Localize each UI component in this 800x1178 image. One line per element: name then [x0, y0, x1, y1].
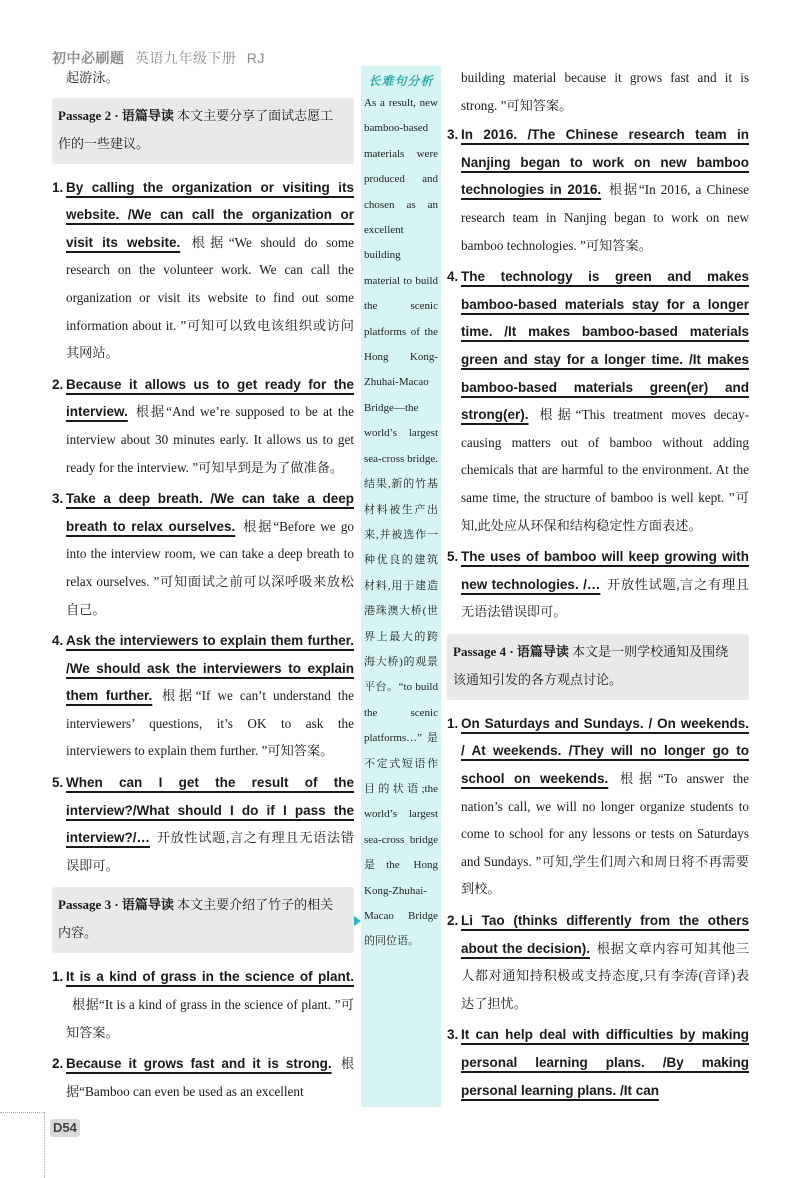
long-sentence-analysis-panel — [361, 66, 441, 1107]
footer-divider — [0, 1112, 44, 1113]
passage-4-label: Passage 4 · 语篇导读 — [453, 643, 569, 659]
answer-text: The technology is green and makes bamboo-based materials stay for a longer time. /It makes bamboo-based materials green and stay for a longer time. /It makes bamboo-based materials green(er) and strong(er). — [461, 269, 749, 423]
answer-explanation: 开放性试题,言之有理且无语法错误即可。 — [66, 830, 354, 873]
passage-2-label: Passage 2 · 语篇导读 — [58, 107, 174, 123]
answer-number: 2. — [447, 913, 459, 929]
answer-text: The uses of bamboo will keep growing with new technologies. /… — [461, 549, 749, 592]
answer-explanation: 开放性试题,言之有理且无语法错误即可。 — [461, 576, 749, 620]
passage-3-answers-left — [52, 963, 354, 1105]
pointer-arrow-icon — [354, 916, 361, 926]
answer-explanation: 根据“To answer the nation’s call, we will no longer organize students to come to school for any lessons or tests on Saturdays and Sundays. ”可知,学生们周六和周日将不再需要到校。 — [461, 771, 749, 897]
answer-item — [52, 485, 354, 623]
answer-explanation: 根据“If we can’t understand the interviewers’ questions, it’s OK to ask the interviewers to explain them further. ”可知答案。 — [66, 688, 355, 759]
answer-explanation: 根据“Bamboo can even be used as an excellent — [66, 1056, 354, 1099]
answer-text: Because it allows us to get ready for the interview. — [66, 376, 354, 420]
analysis-body: As a result, new bamboo-based materials were produced and chosen as an excellent building material to build the scenic platforms of the Hong Kong-Zhuhai-Macao Bridge—the world’s largest sea-cross bridge. 结果,新的竹基材料被生产出来,并被选作一种优良的建筑材料,用于建造港珠澳大桥(世界上最大的跨海大桥)的观景平台。“to build the scenic platforms…”是不定式短语作目的状语;the world’s largest sea-cross bridge 是the Hong Kong-Zhuhai-Macao Bridge 的同位语。 — [364, 97, 438, 948]
answer-text: When can I get the result of the interview?/What should I do if I pass the interview?/… — [66, 775, 354, 846]
passage-3-label: Passage 3 · 语篇导读 — [58, 897, 174, 913]
passage-3-guide — [52, 887, 354, 953]
answer-item — [52, 174, 354, 367]
answer-item — [52, 371, 354, 481]
right-lead-text: building material because it grows fast and it is strong. ”可知答案。 — [461, 70, 749, 113]
answer-item — [52, 1050, 354, 1105]
answer-text: Because it grows fast and it is strong. — [66, 1056, 332, 1072]
edition-label: RJ — [246, 50, 265, 66]
left-column — [52, 64, 354, 1105]
answer-text: In 2016. /The Chinese research team in Nanjing began to work on new bamboo technologies in 2016. — [461, 127, 749, 198]
passage-4-guide — [447, 634, 749, 700]
passage-2-answers — [52, 174, 354, 880]
answer-item — [52, 963, 354, 1046]
passage-2-guide — [52, 98, 354, 164]
answer-number: 3. — [52, 491, 64, 507]
subject-title: 英语九年级下册 — [134, 50, 237, 66]
answer-number: 3. — [447, 1027, 459, 1043]
answer-number: 5. — [447, 549, 459, 565]
footer-vertical-divider — [44, 1112, 45, 1178]
answer-item — [52, 769, 354, 879]
answer-explanation: 根据“We should do some research on the volunteer work. We can call the organization or visit its website to find out some information about it. ”可知可以致电该组织或访问其网站。 — [66, 234, 354, 361]
answer-item — [447, 710, 749, 903]
answer-text: It is a kind of grass in the science of plant. — [66, 969, 354, 985]
answer-explanation: 根据“In 2016, a Chinese research team in Nanjing began to work on new bamboo technologies. ”可知答案。 — [461, 182, 749, 253]
answer-number: 5. — [52, 775, 64, 791]
answer-number: 2. — [52, 1056, 64, 1072]
answer-text: Ask the interviewers to explain them further. /We should ask the interviewers to explain them further. — [66, 633, 354, 704]
answer-number: 3. — [447, 127, 459, 143]
page-number: D54 — [50, 1119, 80, 1137]
answer-item — [447, 543, 749, 626]
answer-text: Take a deep breath. /We can take a deep breath to relax ourselves. — [66, 491, 354, 534]
answer-explanation: 根据文章内容可知其他三人都对通知持积极或支持态度,只有李涛(音译)表达了担忧。 — [461, 940, 750, 1011]
answer-number: 2. — [52, 376, 64, 392]
answer-number: 4. — [52, 633, 64, 649]
answer-text: On Saturdays and Sundays. / On weekends. / At weekends. /They will no longer go to school on weekends. — [461, 715, 749, 787]
left-lead-text: 起游泳。 — [66, 70, 119, 85]
answer-item — [52, 627, 354, 765]
answer-item — [447, 263, 749, 539]
answer-number: 1. — [447, 715, 459, 731]
answer-number: 1. — [52, 179, 64, 195]
answer-explanation: 根据“And we’re supposed to be at the interview about 30 minutes early. It allows us to get ready for the interview. ”可知早到是为了做准备。 — [66, 404, 354, 475]
answer-explanation: 根据“It is a kind of grass in the science of plant. ”可知答案。 — [66, 997, 354, 1040]
passage-2-summary: 本文主要分享了面试志愿工作的一些建议。 — [58, 107, 334, 151]
answer-explanation: 根据“Before we go into the interview room, we can take a deep breath to relax ourselves. ”可知面试之前可以深呼吸来放松自己。 — [66, 518, 355, 617]
passage-3-summary: 本文主要介绍了竹子的相关内容。 — [58, 897, 334, 941]
passage-3-answers-right — [447, 121, 749, 626]
answer-number: 1. — [52, 969, 64, 985]
passage-4-summary: 本文是一则学校通知及围绕该通知引发的各方观点讨论。 — [453, 643, 729, 687]
answer-item — [447, 1021, 749, 1104]
answer-explanation: 根据“This treatment moves decay-causing matters out of bamboo without adding chemicals that are harmful to the environment. At the same time, the structure of bamboo is well kept. ”可知,此处应从环保和结构稳定性方面表述。 — [461, 407, 749, 533]
analysis-title: 长难句分析 — [368, 74, 434, 88]
answer-text: It can help deal with difficulties by making personal learning plans. /By making personal learning plans. /It can — [461, 1027, 749, 1098]
right-column — [447, 64, 749, 1104]
answer-item — [447, 907, 749, 1017]
answer-item — [447, 121, 749, 259]
answer-number: 4. — [447, 269, 459, 285]
answer-text: By calling the organization or visiting its website. /We can call the organization or visit its website. — [66, 179, 354, 250]
answer-text: Li Tao (thinks differently from the others about the decision). — [461, 913, 749, 956]
book-title: 初中必刷题 — [52, 50, 125, 66]
passage-4-answers — [447, 710, 749, 1104]
